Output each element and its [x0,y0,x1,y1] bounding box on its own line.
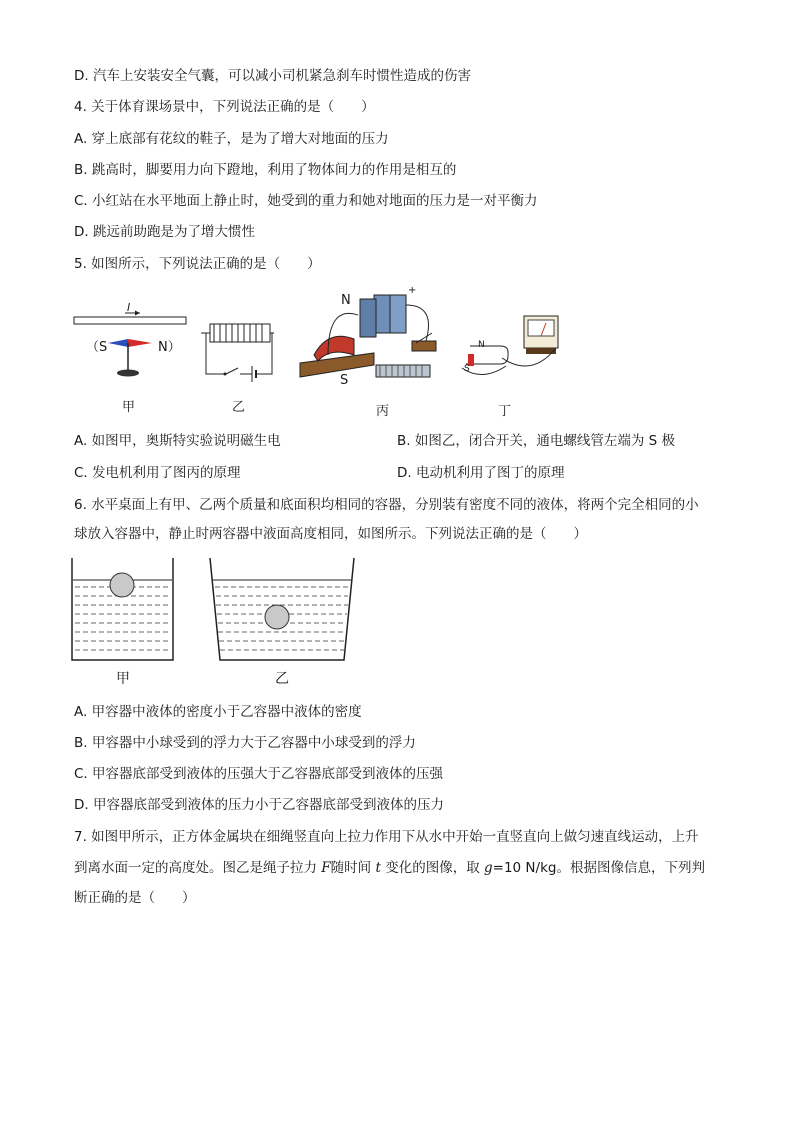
q7-var-g: g [484,860,493,876]
q6-figure-containers [68,556,358,666]
q4-option-b: B. 跳高时，脚要用力向下蹬地，利用了物体间力的作用是相互的 [74,162,457,178]
q7-line2-part-c: 变化的图像，取 [380,860,484,876]
q7-var-t: t [375,860,381,876]
left-pole-label: （S [86,340,108,355]
q7-line2 [74,859,705,877]
q6-option-b: B. 甲容器中小球受到的浮力大于乙容器中小球受到的浮力 [74,735,416,751]
bing-n-label: N [341,293,351,308]
battery-plus-label: + [408,285,417,296]
q3-option-d: D. 汽车上安装安全气囊，可以减小司机紧急刹车时惯性造成的伤害 [74,68,471,84]
q7-var-f: F [321,860,331,876]
q5-figure-bing [296,285,446,400]
q5-caption-ding: 丁 [498,404,512,419]
q5-option-a: A. 如图甲，奥斯特实验说明磁生电 [74,433,281,449]
ding-s-label: S [464,364,470,374]
q7-line3: 断正确的是（ ） [74,890,196,906]
q5-option-b: B. 如图乙，闭合开关，通电螺线管左端为 S 极 [397,433,675,449]
q6-stem-line2: 球放入容器中，静止时两容器中液面高度相同，如图所示。下列说法正确的是（ ） [74,526,587,542]
q5-caption-yi: 乙 [232,400,246,415]
q7-line2-part-a: 到离水面一定的高度处。图乙是绳子拉力 [74,860,322,876]
q5-caption-bing: 丙 [376,404,390,419]
q5-stem: 5. 如图所示，下列说法正确的是（ ） [74,256,321,272]
q7-line2-part-b: 随时间 [330,860,376,876]
q4-option-c: C. 小红站在水平地面上静止时，她受到的重力和她对地面的压力是一对平衡力 [74,193,538,209]
q6-caption-jia: 甲 [116,671,130,687]
q6-option-d: D. 甲容器底部受到液体的压力小于乙容器底部受到液体的压力 [74,797,444,813]
q4-option-d: D. 跳远前助跑是为了增大惯性 [74,224,255,240]
bing-s-label: S [340,373,349,388]
current-label: I [127,301,131,314]
q7-line2-part-d: =10 N/kg。根据图像信息，下列判 [492,860,705,876]
right-pole-label: N） [158,340,181,355]
q6-stem-line1: 6. 水平桌面上有甲、乙两个质量和底面积均相同的容器，分别装有密度不同的液体，将两个完全相同的小 [74,497,699,513]
q5-figure-ding [458,312,568,392]
q4-stem: 4. 关于体育课场景中，下列说法正确的是（ ） [74,99,375,115]
q5-figure-yi [198,318,278,383]
q6-option-a: A. 甲容器中液体的密度小于乙容器中液体的密度 [74,704,362,720]
q4-option-a: A. 穿上底部有花纹的鞋子，是为了增大对地面的压力 [74,131,389,147]
q5-option-c: C. 发电机利用了图丙的原理 [74,465,241,481]
q5-option-d: D. 电动机利用了图丁的原理 [397,465,565,481]
q5-figure-jia [70,301,190,385]
q6-caption-yi: 乙 [275,671,289,687]
q5-caption-jia: 甲 [122,400,136,415]
q7-line1: 7. 如图甲所示，正方体金属块在细绳竖直向上拉力作用下从水中开始一直竖直向上做匀速直线运动，上升 [74,829,699,845]
q6-option-c: C. 甲容器底部受到液体的压强大于乙容器底部受到液体的压强 [74,766,444,782]
ding-n-label: N [478,340,485,350]
